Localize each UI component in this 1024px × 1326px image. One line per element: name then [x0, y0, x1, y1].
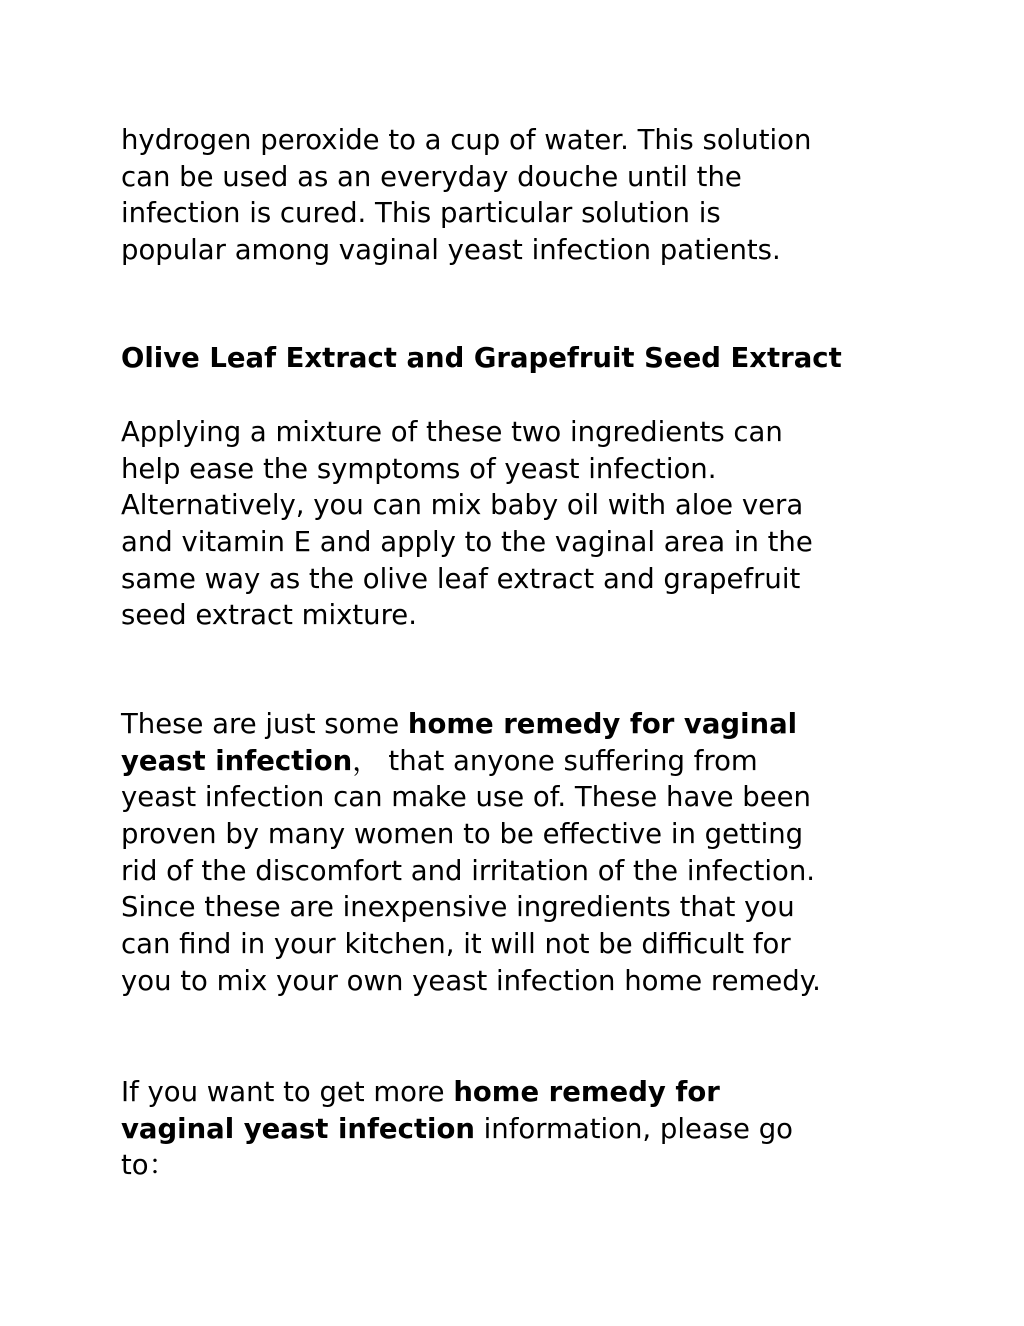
bold-keyword: home remedy for — [453, 1076, 720, 1108]
text-line: seed extract mixture. — [121, 599, 417, 632]
text-line: yeast infection can make use of. These have been — [121, 781, 811, 814]
text-line: help ease the symptoms of yeast infection. — [121, 452, 717, 485]
text-line — [121, 1074, 921, 1111]
text-line: infection is cured. This particular solution is — [121, 197, 721, 230]
text-line — [121, 743, 921, 780]
paragraph-home-remedies — [121, 706, 921, 1000]
paragraph-more-info — [121, 1074, 921, 1184]
text-line: can find in your kitchen, it will not be difficult for — [121, 928, 791, 961]
text-line: Applying a mixture of these two ingredients can — [121, 416, 783, 448]
text-line: Alternatively, you can mix baby oil with aloe vera — [121, 489, 804, 522]
text-line: proven by many women to be effective in getting — [121, 818, 804, 851]
text-line — [121, 706, 921, 743]
text-line: can be used as an everyday douche until the — [121, 160, 742, 193]
text-fragment: ， that anyone suffering from — [352, 744, 758, 777]
text-fragment: information, please go — [474, 1112, 793, 1145]
bold-keyword: vaginal yeast infection — [121, 1112, 475, 1145]
text-line — [121, 1111, 921, 1148]
text-fragment: If you want to get more — [121, 1076, 454, 1108]
text-line: and vitamin E and apply to the vaginal area in the — [121, 526, 813, 559]
text-line: hydrogen peroxide to a cup of water. This solution — [121, 124, 812, 156]
paragraph-hydrogen-peroxide — [121, 122, 921, 269]
text-line: same way as the olive leaf extract and grapefruit — [121, 562, 801, 595]
text-line: Since these are inexpensive ingredients that you — [121, 891, 795, 924]
text-line: to： — [121, 1149, 177, 1182]
section-heading: Olive Leaf Extract and Grapefruit Seed Extract — [121, 342, 842, 374]
bold-keyword: yeast infection — [121, 744, 353, 777]
paragraph-olive-leaf — [121, 414, 921, 634]
text-fragment: These are just some — [121, 708, 408, 740]
bold-keyword: home remedy for vaginal — [407, 708, 798, 740]
text-line: you to mix your own yeast infection home remedy. — [121, 964, 821, 997]
text-line: popular among vaginal yeast infection patients. — [121, 234, 781, 267]
text-line: rid of the discomfort and irritation of the infection. — [121, 854, 816, 887]
